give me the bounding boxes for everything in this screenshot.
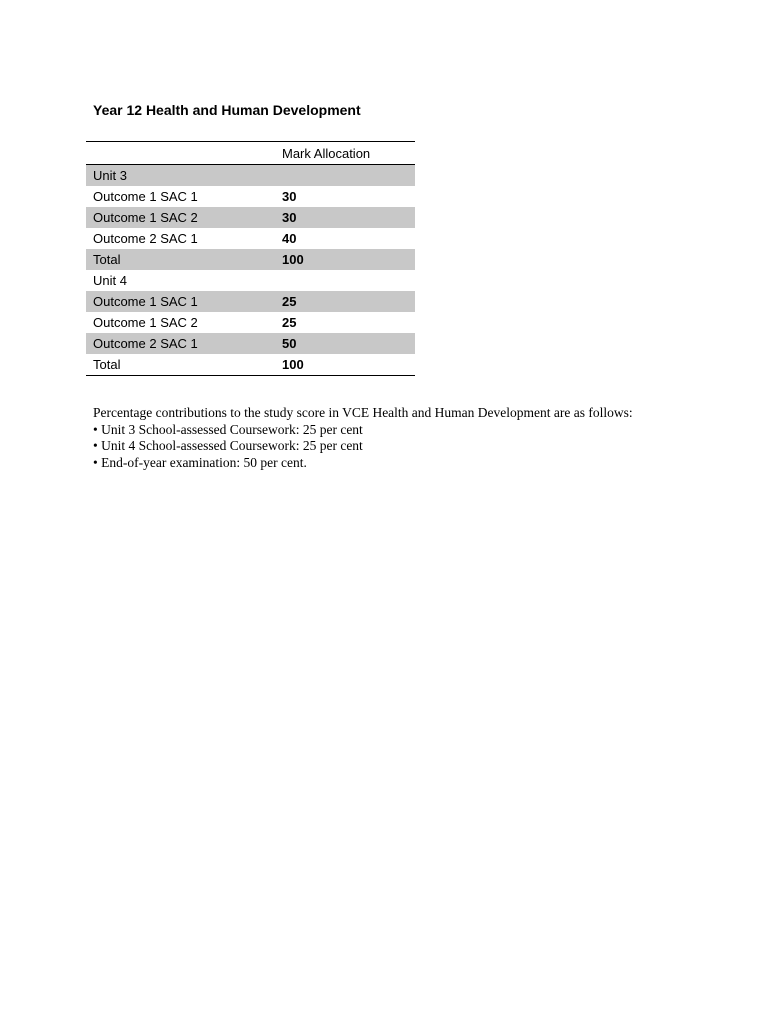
row-label: Unit 4 (93, 273, 127, 288)
row-label: Outcome 1 SAC 1 (86, 291, 275, 312)
row-mark (275, 165, 415, 187)
row-label: Outcome 1 SAC 1 (93, 189, 198, 204)
row-mark: 50 (275, 333, 415, 354)
row-mark: 30 (282, 189, 297, 204)
row-mark: 100 (275, 249, 415, 270)
table-row (86, 228, 415, 249)
table-row (86, 333, 415, 354)
row-mark: 100 (282, 357, 304, 372)
mark-allocation-table (86, 141, 415, 376)
row-label: Total (86, 249, 275, 270)
row-mark (275, 270, 415, 291)
table-row (86, 186, 415, 207)
study-score-notes (93, 405, 693, 471)
row-label: Outcome 2 SAC 1 (93, 231, 198, 246)
row-label: Outcome 2 SAC 1 (86, 333, 275, 354)
row-label: Total (93, 357, 121, 372)
table-row (86, 312, 415, 333)
table-row-unit-4 (86, 270, 415, 291)
row-mark: 40 (282, 231, 297, 246)
table-row (86, 291, 415, 312)
header-label-cell (86, 142, 275, 165)
row-mark: 25 (282, 315, 297, 330)
row-mark: 25 (275, 291, 415, 312)
list-item: • Unit 4 School-assessed Coursework: 25 per cent (93, 438, 693, 455)
list-item: • End-of-year examination: 50 per cent. (93, 455, 693, 472)
notes-intro: Percentage contributions to the study score in VCE Health and Human Development are as follows: (93, 405, 633, 420)
page-title: Year 12 Health and Human Development (93, 102, 361, 118)
header-mark-allocation: Mark Allocation (275, 142, 415, 165)
table-row-total (86, 249, 415, 270)
row-label: Outcome 1 SAC 2 (93, 315, 198, 330)
row-label: Unit 3 (86, 165, 275, 187)
table-header-row (86, 142, 415, 165)
contribution-list (93, 422, 693, 472)
list-item: • Unit 3 School-assessed Coursework: 25 per cent (93, 422, 693, 439)
table-row-total (86, 354, 415, 376)
table-row-unit-3 (86, 165, 415, 187)
row-label: Outcome 1 SAC 2 (86, 207, 275, 228)
table-row (86, 207, 415, 228)
row-mark: 30 (275, 207, 415, 228)
